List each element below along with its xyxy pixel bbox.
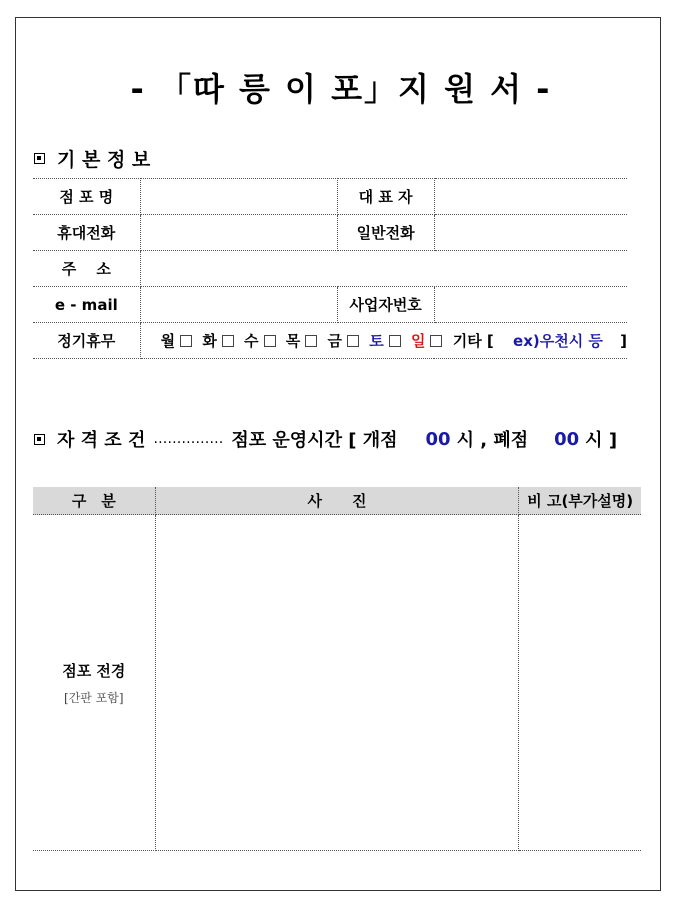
- day-label-fri: 금: [327, 332, 343, 350]
- square-bullet-icon: [34, 434, 45, 445]
- qualification-heading-text: 자 격 조 건: [57, 430, 146, 451]
- close-hour-value[interactable]: 00: [554, 428, 580, 450]
- photo-table: [33, 487, 641, 851]
- hour-unit-open: 시 , 폐점: [456, 430, 529, 451]
- checkbox-sun[interactable]: [430, 335, 442, 347]
- leader-dots: ……………: [153, 431, 224, 447]
- holiday-options: [140, 323, 627, 359]
- other-label: 기타 [: [452, 332, 494, 350]
- header-photo: 사 진: [155, 487, 519, 515]
- checkbox-wed[interactable]: [264, 335, 276, 347]
- checkbox-sat[interactable]: [389, 335, 401, 347]
- store-view-cell: [33, 515, 155, 851]
- open-hour-value[interactable]: 00: [425, 428, 451, 450]
- business-no-field[interactable]: [434, 287, 627, 323]
- qualification-heading: [34, 426, 617, 452]
- day-label-thu: 목: [285, 332, 301, 350]
- checkbox-tue[interactable]: [222, 335, 234, 347]
- address-label: 주 소: [33, 251, 140, 287]
- mobile-label: 휴대전화: [33, 215, 140, 251]
- checkbox-mon[interactable]: [180, 335, 192, 347]
- day-label-sat: 토: [369, 332, 384, 350]
- mobile-field[interactable]: [140, 215, 337, 251]
- other-example: ex)우천시 등: [513, 332, 603, 350]
- hour-unit-close: 시 ]: [585, 430, 618, 451]
- table-row: [33, 179, 627, 215]
- square-bullet-icon: [34, 153, 45, 164]
- phone-field[interactable]: [434, 215, 627, 251]
- photo-upload-area[interactable]: [155, 515, 519, 851]
- representative-label: 대 표 자: [337, 179, 434, 215]
- remarks-field[interactable]: [519, 515, 641, 851]
- day-label-tue: 화: [202, 332, 217, 350]
- basic-info-table: [33, 178, 627, 359]
- table-row: [33, 323, 627, 359]
- checkbox-fri[interactable]: [347, 335, 359, 347]
- table-row: [33, 515, 641, 851]
- table-row: [33, 215, 627, 251]
- basic-info-heading: [34, 145, 150, 172]
- day-label-sun: 일: [410, 332, 426, 350]
- email-label: e - mail: [33, 287, 140, 323]
- header-remarks: 비 고(부가설명): [519, 487, 641, 515]
- store-name-label: 점 포 명: [33, 179, 140, 215]
- checkbox-thu[interactable]: [305, 335, 317, 347]
- hours-label: 점포 운영시간 [ 개점: [231, 430, 398, 451]
- business-no-label: 사업자번호: [337, 287, 434, 323]
- day-label-mon: 월: [160, 332, 176, 350]
- store-view-sublabel: [간판 포함]: [64, 690, 124, 705]
- other-close: ]: [620, 332, 627, 350]
- holiday-label: 정기휴무: [33, 323, 140, 359]
- store-name-field[interactable]: [140, 179, 337, 215]
- header-category: 구 분: [33, 487, 155, 515]
- table-row: [33, 251, 627, 287]
- table-row: [33, 287, 627, 323]
- table-header-row: [33, 487, 641, 515]
- address-field[interactable]: [140, 251, 627, 287]
- form-title: - 「따 릉 이 포」지 원 서 -: [130, 70, 552, 108]
- basic-info-heading-text: 기 본 정 보: [57, 149, 151, 171]
- day-label-wed: 수: [244, 332, 259, 350]
- representative-field[interactable]: [434, 179, 627, 215]
- store-view-label: 점포 전경: [62, 661, 126, 680]
- email-field[interactable]: [140, 287, 337, 323]
- phone-label: 일반전화: [337, 215, 434, 251]
